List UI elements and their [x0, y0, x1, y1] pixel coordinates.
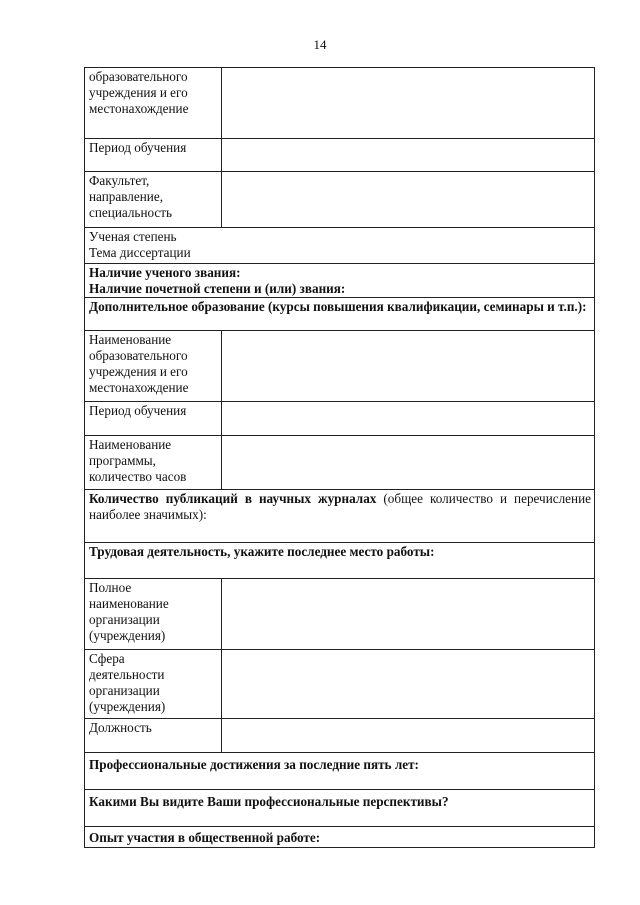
dissertation-label: Тема диссертации [89, 245, 191, 260]
academic-title-label: Наличие ученого звания: [89, 265, 241, 280]
publications-cell[interactable] [85, 490, 595, 543]
table-row [85, 579, 595, 650]
org-name-label: Полное наименование организации (учреждения) [85, 579, 222, 650]
table-row [85, 719, 595, 753]
titles-cell[interactable] [85, 264, 595, 298]
table-row [85, 298, 595, 331]
program-name-label: Наименование программы, количество часов [85, 436, 222, 490]
faculty-label: Факультет, направление, специальность [85, 172, 222, 228]
publications-heading: Количество публикаций в научных журналах [89, 491, 377, 506]
achievements-heading: Профессиональные достижения за последние пять лет: [85, 753, 595, 790]
table-row [85, 827, 595, 848]
institution-cont-answer[interactable] [222, 68, 595, 139]
table-row [85, 436, 595, 490]
study-period-answer[interactable] [222, 139, 595, 172]
publications-note: (общее количество и перечисление наиболее значимых): [89, 491, 592, 522]
table-row [85, 490, 595, 543]
degree-cell[interactable] [85, 228, 595, 264]
org-sphere-answer[interactable] [222, 650, 595, 719]
table-row [85, 650, 595, 719]
institution-name-label: Наименование образовательного учреждения и его местонахождение [85, 331, 222, 402]
study-period-label: Период обучения [85, 139, 222, 172]
table-row [85, 753, 595, 790]
public-work-heading: Опыт участия в общественной работе: [85, 827, 595, 848]
table-row [85, 331, 595, 402]
program-name-answer[interactable] [222, 436, 595, 490]
table-row [85, 68, 595, 139]
perspectives-heading: Какими Вы видите Ваши профессиональные перспективы? [85, 790, 595, 827]
page-number: 14 [313, 37, 327, 52]
degree-label: Ученая степень [89, 229, 177, 244]
employment-heading: Трудовая деятельность, укажите последнее место работы: [85, 543, 595, 579]
table-row [85, 172, 595, 228]
table-row [85, 139, 595, 172]
faculty-answer[interactable] [222, 172, 595, 228]
study-period-2-answer[interactable] [222, 402, 595, 436]
honorary-degree-label: Наличие почетной степени и (или) звания: [89, 281, 346, 296]
org-name-answer[interactable] [222, 579, 595, 650]
table-row [85, 402, 595, 436]
table-row [85, 790, 595, 827]
table-row [85, 228, 595, 264]
org-sphere-label: Сфера деятельности организации (учреждения) [85, 650, 222, 719]
position-label: Должность [85, 719, 222, 753]
table-row [85, 543, 595, 579]
table-row [85, 264, 595, 298]
additional-education-heading: Дополнительное образование (курсы повышения квалификации, семинары и т.п.): [85, 298, 595, 331]
institution-name-answer[interactable] [222, 331, 595, 402]
study-period-2-label: Период обучения [85, 402, 222, 436]
institution-cont-label: образовательного учреждения и его местонахождение [85, 68, 222, 139]
position-answer[interactable] [222, 719, 595, 753]
questionnaire-table [84, 67, 595, 848]
